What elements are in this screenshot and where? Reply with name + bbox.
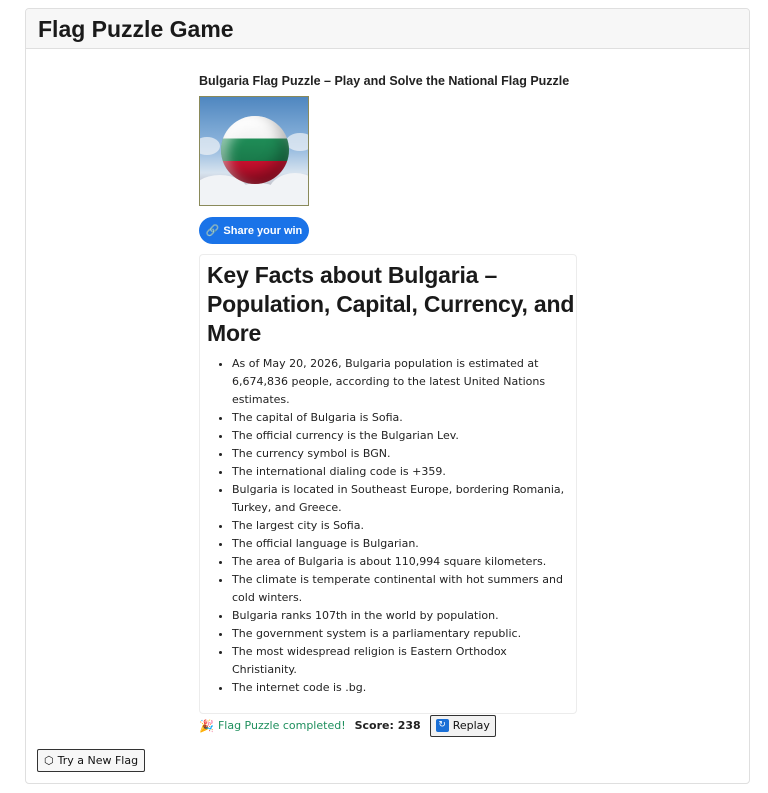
game-card [25,8,750,784]
key-facts-panel [199,254,577,714]
fact-item: • The internet code is .bg. [232,679,572,697]
share-button[interactable] [199,217,309,244]
fact-item: • The capital of Bulgaria is Sofia. [232,409,572,427]
fact-item: • The area of Bulgaria is about 110,994 square kilometers. [232,553,572,571]
share-button-label: Share your win [223,224,303,237]
flag-sphere-icon [221,116,289,184]
try-new-flag-label: Try a New Flag [57,754,139,767]
bulgaria-flag-image [199,96,309,206]
completion-status [199,714,496,737]
puzzle-title: Bulgaria Flag Puzzle – Play and Solve the National Flag Puzzle [199,74,570,88]
cube-icon: ⬡ [44,754,54,767]
completed-message: Flag Puzzle completed! [217,719,346,732]
link-icon: 🔗 [205,225,220,237]
fact-item: • The largest city is Sofia. [232,517,572,535]
replay-button[interactable] [430,715,496,737]
fact-item: • The currency symbol is BGN. [232,445,572,463]
facts-list [200,355,572,697]
fact-item: • The official language is Bulgarian. [232,535,572,553]
fact-item: • The climate is temperate continental with hot summers and cold winters. [232,571,572,607]
replay-icon: ↻ [436,719,449,732]
fact-item: • As of May 20, 2026, Bulgaria population is estimated at 6,674,836 people, according to the latest United Nations estimates. [232,355,572,409]
fact-item: • The official currency is the Bulgarian Lev. [232,427,572,445]
fact-item: • The international dialing code is +359. [232,463,572,481]
card-header [26,9,749,49]
cloud-shape [199,137,220,155]
fact-item: • The most widespread religion is Eastern Orthodox Christianity. [232,643,572,679]
facts-heading: Key Facts about Bulgaria – Population, Capital, Currency, and More [207,262,575,346]
try-new-flag-button[interactable] [37,749,145,772]
page-title: Flag Puzzle Game [38,16,234,42]
fact-item: • Bulgaria is located in Southeast Europe, bordering Romania, Turkey, and Greece. [232,481,572,517]
score-display: Score: 238 [354,719,421,732]
cloud-shape [286,133,309,151]
fact-item: • The government system is a parliamentary republic. [232,625,572,643]
replay-button-label: Replay [452,719,490,732]
fact-item: • Bulgaria ranks 107th in the world by population. [232,607,572,625]
party-popper-icon: 🎉 [199,718,214,733]
